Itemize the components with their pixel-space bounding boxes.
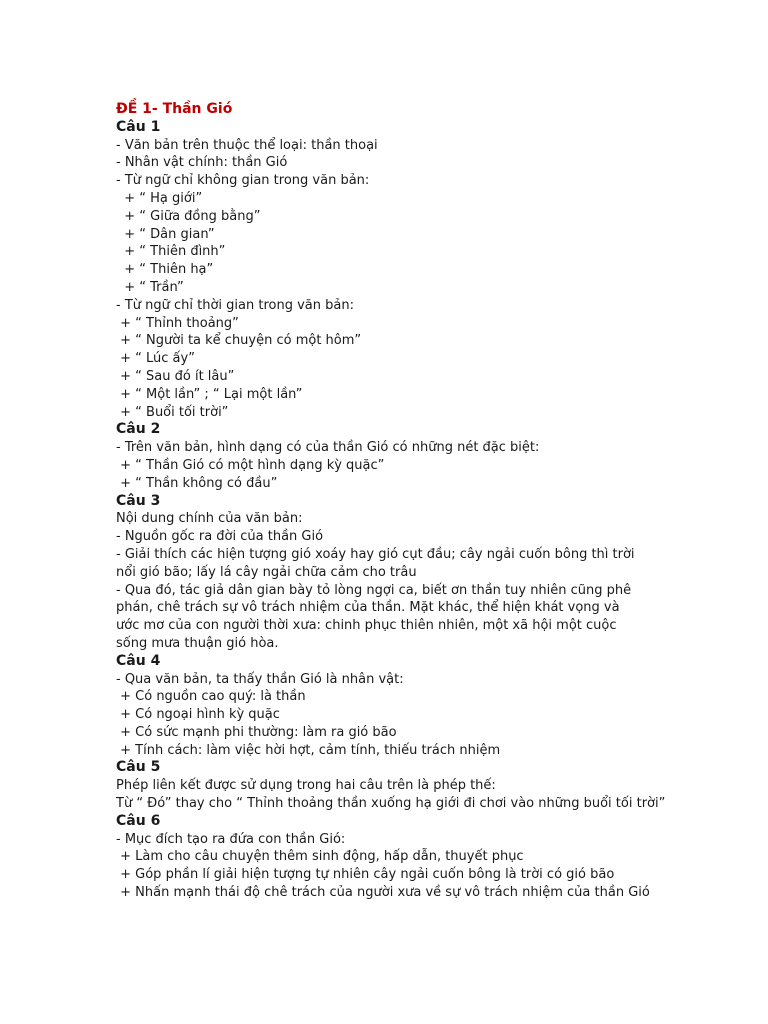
document-title: ĐỀ 1- Thần Gió [116, 101, 233, 117]
list-item: + “ Thiên hạ” [116, 262, 214, 278]
text-line: - Văn bản trên thuộc thể loại: thần thoại [116, 137, 378, 153]
list-item: + Tính cách: làm việc hời hợt, cảm tính, thiếu trách nhiệm [116, 742, 501, 758]
question-4-heading: Câu 4 [116, 652, 161, 669]
list-item: + Góp phần lí giải hiện tượng tự nhiên cây ngải cuốn bông là trời có gió bão [116, 867, 615, 883]
list-item: + “ Thần Gió có một hình dạng kỳ quặc” [116, 457, 385, 473]
list-item: + “ Lúc ấy” [116, 351, 195, 367]
list-item: + Có sức mạnh phi thường: làm ra gió bão [116, 724, 397, 740]
list-item: + “ Thỉnh thoảng” [116, 315, 239, 331]
question-6-heading: Câu 6 [116, 812, 161, 829]
text-line: - Từ ngữ chỉ thời gian trong văn bản: [116, 297, 354, 313]
question-3-heading: Câu 3 [116, 492, 161, 509]
text-line: Từ “ Đó” thay cho “ Thỉnh thoảng thần xuống hạ giới đi chơi vào những buổi tối trời” [116, 796, 666, 812]
text-paragraph: - Giải thích các hiện tượng gió xoáy hay gió cụt đầu; cây ngải cuốn bông thì trời nổi gió bão; lấy lá cây ngải chữa cảm cho trâu [116, 546, 635, 580]
text-line: - Qua văn bản, ta thấy thần Gió là nhân vật: [116, 671, 404, 687]
list-item: + Có ngoại hình kỳ quặc [116, 707, 280, 723]
list-item: + “ Giữa đồng bằng” [116, 208, 261, 224]
text-line: - Trên văn bản, hình dạng có của thần Gió có những nét đặc biệt: [116, 440, 540, 456]
list-item: + “ Thần không có đầu” [116, 475, 278, 491]
list-item: + “ Sau đó ít lâu” [116, 368, 235, 384]
text-paragraph: - Qua đó, tác giả dân gian bày tỏ lòng ngợi ca, biết ơn thần tuy nhiên cũng phê phán, chê trách sự vô trách nhiệm của thần. Mặt khác, thể hiện khát vọng và ước mơ của con người thời xưa: chinh phục thiên nhiên, một xã hội một cuộc sống mưa thuận gió hòa. [116, 582, 632, 651]
list-item: + Nhấn mạnh thái độ chê trách của người xưa về sự vô trách nhiệm của thần Gió [116, 885, 650, 901]
list-item: + “ Thiên đình” [116, 244, 226, 260]
list-item: + Có nguồn cao quý: là thần [116, 689, 306, 705]
text-line: Phép liên kết được sử dụng trong hai câu trên là phép thế: [116, 778, 496, 794]
text-line: - Từ ngữ chỉ không gian trong văn bản: [116, 173, 370, 189]
list-item: + “ Người ta kể chuyện có một hôm” [116, 333, 362, 349]
list-item: + Làm cho câu chuyện thêm sinh động, hấp dẫn, thuyết phục [116, 849, 524, 865]
question-2-heading: Câu 2 [116, 421, 161, 438]
text-line: Nội dung chính của văn bản: [116, 511, 303, 527]
text-line: - Nhân vật chính: thần Gió [116, 155, 288, 171]
question-5-heading: Câu 5 [116, 759, 161, 776]
list-item: + “ Hạ giới” [116, 190, 203, 206]
document-body [116, 101, 756, 902]
text-line: - Nguồn gốc ra đời của thần Gió [116, 529, 324, 545]
question-1-heading: Câu 1 [116, 118, 161, 135]
list-item: + “ Dân gian” [116, 226, 215, 242]
list-item: + “ Một lần” ; “ Lại một lần” [116, 386, 303, 402]
text-line: - Mục đích tạo ra đứa con thần Gió: [116, 831, 346, 847]
list-item: + “ Buổi tối trời” [116, 404, 229, 420]
list-item: + “ Trần” [116, 279, 184, 295]
